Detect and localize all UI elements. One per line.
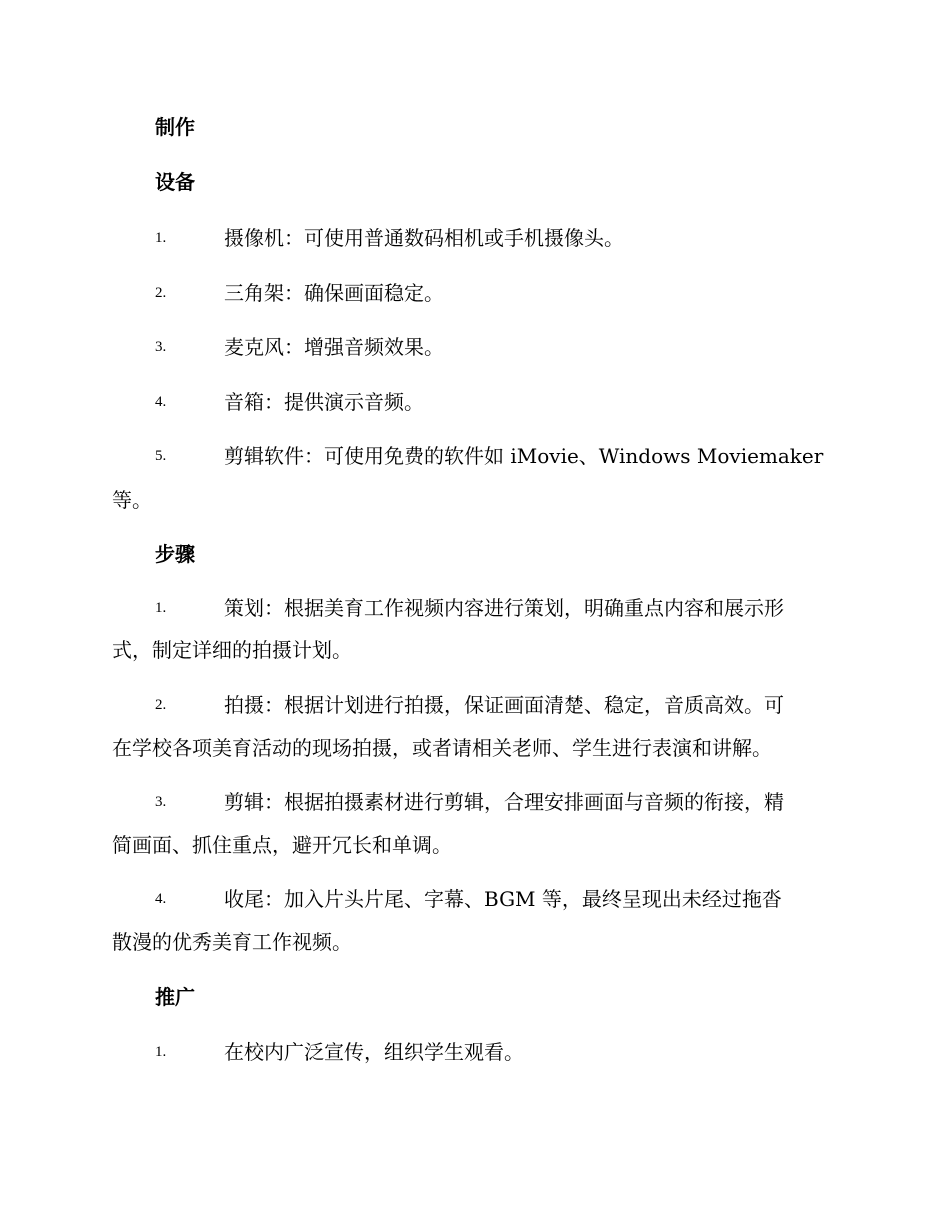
list-item-number: 5. [155,448,167,464]
list-item-text: 摄像机：可使用普通数码相机或手机摄像头。 [224,226,624,250]
list-item-number: 1. [155,600,167,616]
list-item-text-continued: 等。 [112,488,152,512]
list-item-text-continued: 散漫的优秀美育工作视频。 [112,930,352,954]
list-item-number: 4. [155,891,167,907]
list-item-number: 3. [155,794,167,810]
list-item-text: 三角架：确保画面稳定。 [224,281,444,305]
list-item-text: 剪辑：根据拍摄素材进行剪辑，合理安排画面与音频的衔接，精 [224,790,784,814]
heading-promotion: 推广 [155,985,195,1009]
list-item-number: 1. [155,1044,167,1060]
list-item-text: 麦克风：增强音频效果。 [224,335,444,359]
list-item-text: 策划：根据美育工作视频内容进行策划，明确重点内容和展示形 [224,596,784,620]
list-item-text: 拍摄：根据计划进行拍摄，保证画面清楚、稳定，音质高效。可 [224,693,784,717]
list-item-number: 1. [155,230,167,246]
heading-production: 制作 [155,115,195,139]
heading-equipment: 设备 [155,170,195,194]
list-item-text-continued: 式，制定详细的拍摄计划。 [112,638,352,662]
list-item-text: 收尾：加入片头片尾、字幕、BGM 等，最终呈现出未经过拖沓 [224,887,782,911]
list-item-text-continued: 在学校各项美育活动的现场拍摄，或者请相关老师、学生进行表演和讲解。 [112,736,772,760]
list-item-text: 音箱：提供演示音频。 [224,390,424,414]
list-item-text-continued: 简画面、抓住重点，避开冗长和单调。 [112,833,452,857]
list-item-text: 剪辑软件：可使用免费的软件如 iMovie、Windows Moviemaker [224,444,824,468]
list-item-number: 3. [155,339,167,355]
list-item-number: 2. [155,697,167,713]
list-item-text: 在校内广泛宣传，组织学生观看。 [224,1040,524,1064]
list-item-number: 4. [155,394,167,410]
heading-steps: 步骤 [155,542,195,566]
list-item-number: 2. [155,285,167,301]
